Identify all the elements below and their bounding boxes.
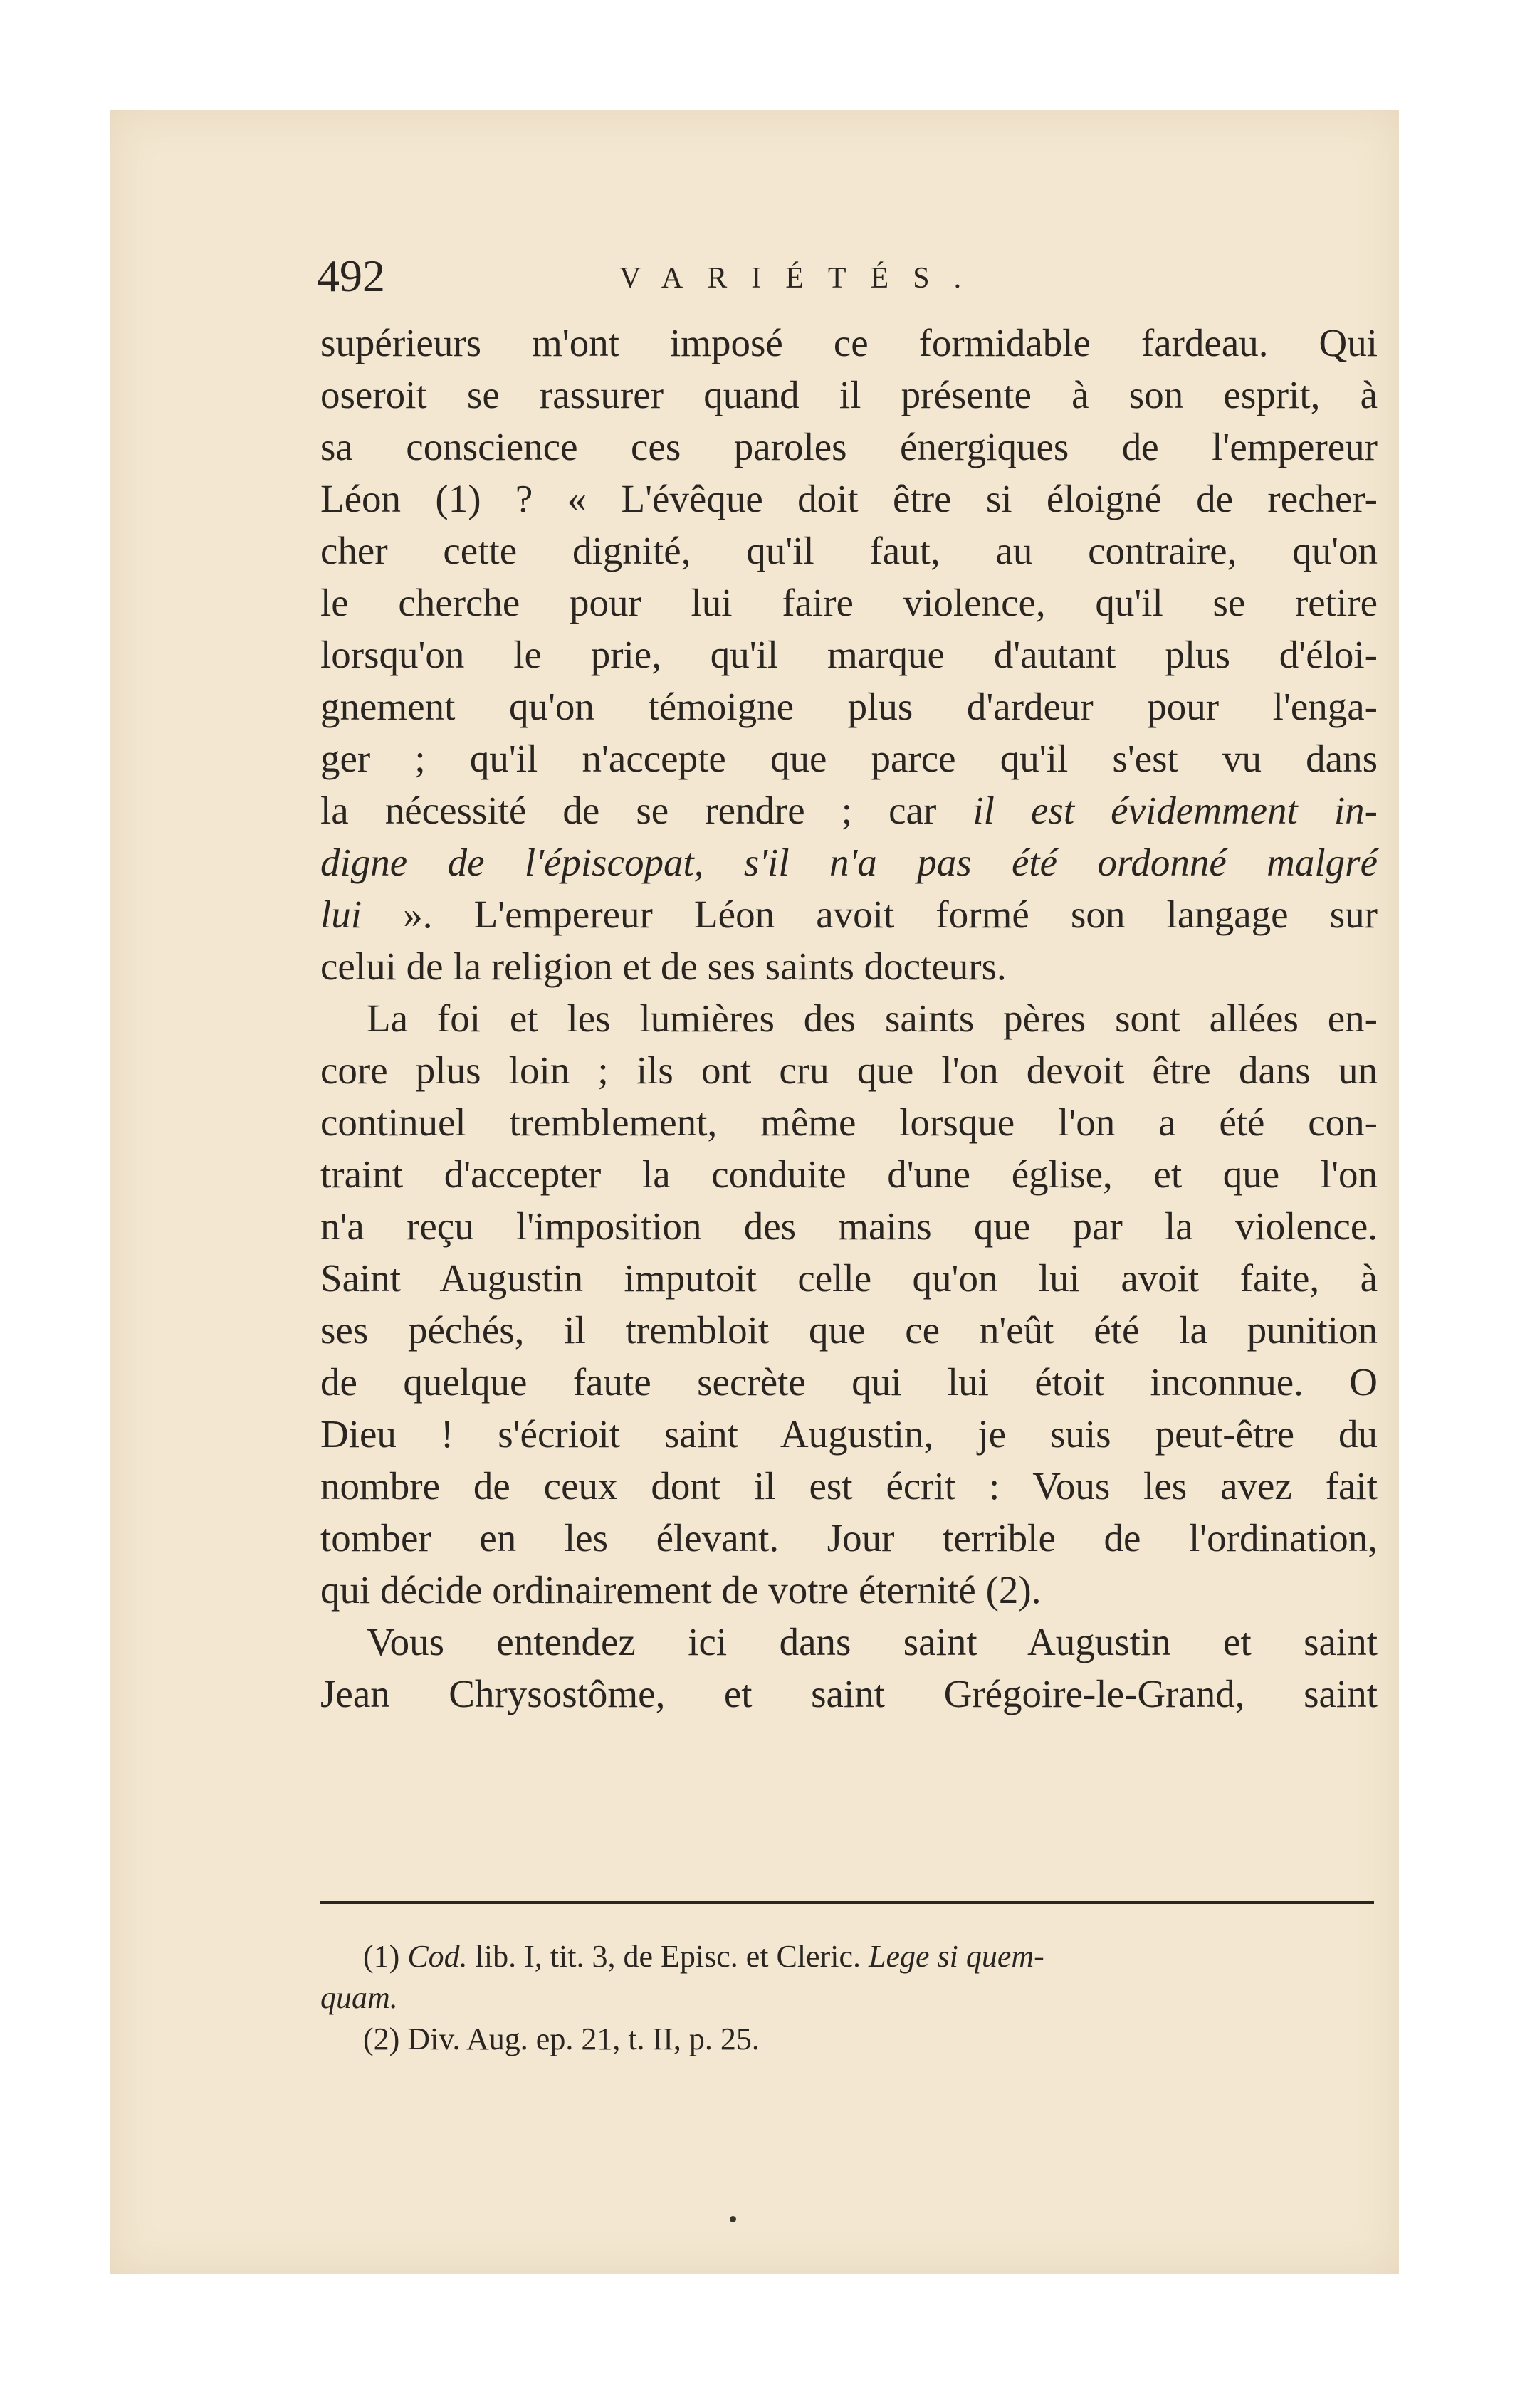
footnote-1 bbox=[320, 1936, 1378, 1977]
footnote-italic: Cod. bbox=[407, 1939, 468, 1974]
text-line: cher cette dignité, qu'il faut, au contraire, qu'on bbox=[320, 529, 1378, 572]
text-line: de quelque faute secrète qui lui étoit inconnue. O bbox=[320, 1360, 1378, 1404]
text-roman: la nécessité de se rendre ; car bbox=[320, 789, 973, 832]
running-title: VARIÉTÉS. bbox=[619, 262, 986, 295]
footnote-text: lib. I, tit. 3, de Episc. et Cleric. bbox=[467, 1939, 869, 1974]
text-line: supérieurs m'ont imposé ce formidable fardeau. Qui bbox=[320, 321, 1378, 364]
footnotes bbox=[320, 1936, 1378, 2060]
quote-italic: digne de l'épiscopat, s'il n'a pas été ordonné malgré bbox=[320, 841, 1378, 884]
book-page bbox=[110, 110, 1399, 2274]
footnote-marker: (1) bbox=[363, 1939, 408, 1974]
body-text bbox=[320, 317, 1378, 1720]
page-header bbox=[317, 244, 1385, 308]
text-line: continuel tremblement, même lorsque l'on a été con- bbox=[320, 1100, 1378, 1144]
text-line bbox=[320, 836, 1378, 888]
text-line: n'a reçu l'imposition des mains que par la violence. bbox=[320, 1204, 1378, 1248]
text-line: Dieu ! s'écrioit saint Augustin, je suis peut-être du bbox=[320, 1412, 1378, 1456]
footnote-italic: quam. bbox=[320, 1980, 398, 2015]
paragraph-first-line: Vous entendez ici dans saint Augustin et saint bbox=[367, 1620, 1378, 1663]
text-line: qui décide ordinairement de votre éternité (2). bbox=[320, 1568, 1042, 1612]
text-line: nombre de ceux dont il est écrit : Vous les avez fait bbox=[320, 1464, 1378, 1508]
text-line bbox=[320, 888, 1378, 940]
quote-italic: il est évidemment in- bbox=[973, 789, 1378, 832]
footnote-1-continuation bbox=[320, 1977, 1378, 2019]
footnote-italic: Lege si quem- bbox=[869, 1939, 1044, 1974]
text-line: ses péchés, il trembloit que ce n'eût été la punition bbox=[320, 1308, 1378, 1352]
text-line: gnement qu'on témoigne plus d'ardeur pour l'enga- bbox=[320, 685, 1378, 728]
text-line: Saint Augustin imputoit celle qu'on lui avoit faite, à bbox=[320, 1256, 1378, 1300]
text-line: lorsqu'on le prie, qu'il marque d'autant plus d'éloi- bbox=[320, 633, 1378, 676]
text-line: traint d'accepter la conduite d'une église, et que l'on bbox=[320, 1152, 1378, 1196]
text-roman: ». L'empereur Léon avoit formé son langage sur bbox=[362, 893, 1378, 936]
quote-italic: lui bbox=[320, 893, 362, 936]
paragraph-first-line: La foi et les lumières des saints pères sont allées en- bbox=[367, 997, 1378, 1040]
text-line: oseroit se rassurer quand il présente à son esprit, à bbox=[320, 373, 1378, 416]
text-line: celui de la religion et de ses saints docteurs. bbox=[320, 945, 1007, 988]
ink-dot bbox=[730, 2216, 736, 2222]
text-line: sa conscience ces paroles énergiques de l'empereur bbox=[320, 425, 1378, 468]
page-number: 492 bbox=[317, 251, 385, 301]
text-line: Léon (1) ? « L'évêque doit être si éloigné de recher- bbox=[320, 477, 1378, 520]
text-line: le cherche pour lui faire violence, qu'il se retire bbox=[320, 581, 1378, 624]
text-line bbox=[320, 784, 1378, 836]
text-line: core plus loin ; ils ont cru que l'on devoit être dans un bbox=[320, 1048, 1378, 1092]
footnote-rule bbox=[320, 1901, 1374, 1904]
footnote-2: (2) Div. Aug. ep. 21, t. II, p. 25. bbox=[363, 2021, 760, 2056]
text-line: ger ; qu'il n'accepte que parce qu'il s'est vu dans bbox=[320, 737, 1378, 780]
text-line: tomber en les élevant. Jour terrible de l'ordination, bbox=[320, 1516, 1378, 1560]
text-line: Jean Chrysostôme, et saint Grégoire-le-Grand, saint bbox=[320, 1672, 1378, 1715]
